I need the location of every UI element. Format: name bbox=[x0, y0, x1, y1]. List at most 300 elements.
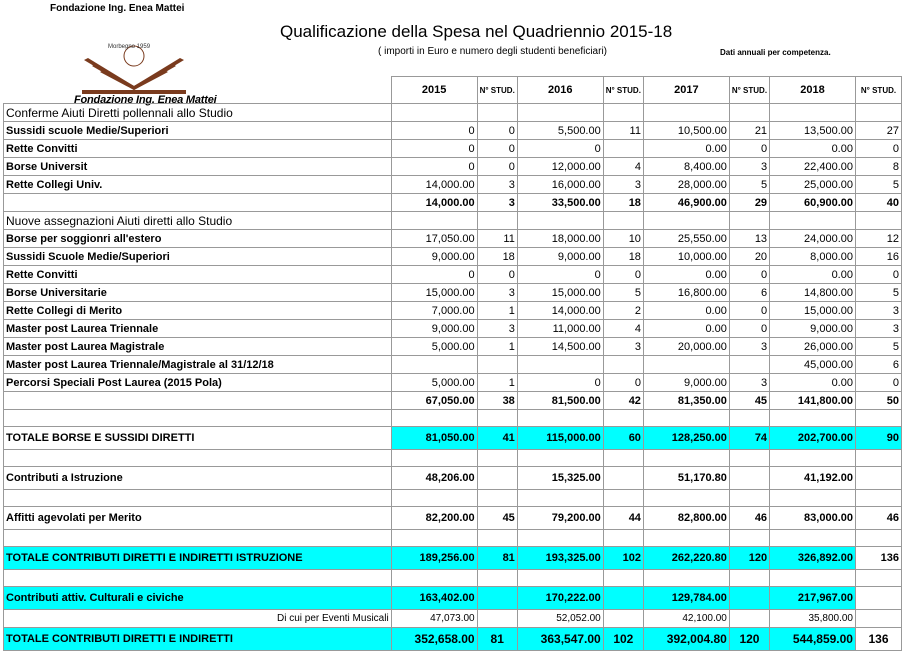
students-cell: 11 bbox=[603, 122, 643, 140]
students-cell: 45 bbox=[729, 392, 769, 410]
students-cell bbox=[855, 570, 901, 587]
students-cell: 74 bbox=[729, 427, 769, 450]
amount-cell: 14,000.00 bbox=[391, 194, 477, 212]
students-cell: 0 bbox=[603, 266, 643, 284]
amount-cell: 51,170.80 bbox=[643, 467, 729, 490]
students-cell: 21 bbox=[729, 122, 769, 140]
amount-cell: 163,402.00 bbox=[391, 587, 477, 610]
amount-cell: 363,547.00 bbox=[517, 628, 603, 651]
amount-cell: 52,052.00 bbox=[517, 610, 603, 628]
students-cell bbox=[603, 356, 643, 374]
students-cell bbox=[603, 467, 643, 490]
amount-cell: 0 bbox=[391, 158, 477, 176]
amount-cell bbox=[643, 490, 729, 507]
students-cell: 3 bbox=[603, 176, 643, 194]
students-cell bbox=[477, 467, 517, 490]
amount-cell: 7,000.00 bbox=[391, 302, 477, 320]
amount-cell: 0.00 bbox=[770, 374, 856, 392]
students-cell bbox=[729, 104, 769, 122]
col-2015: 2015 bbox=[391, 77, 477, 104]
students-cell: 102 bbox=[603, 547, 643, 570]
students-cell: 16 bbox=[855, 248, 901, 266]
amount-cell bbox=[517, 356, 603, 374]
table-row bbox=[4, 356, 902, 374]
students-cell bbox=[603, 410, 643, 427]
amount-cell: 0.00 bbox=[770, 266, 856, 284]
row-label: Borse per soggionri all'estero bbox=[4, 230, 392, 248]
students-cell bbox=[729, 356, 769, 374]
students-cell: 20 bbox=[729, 248, 769, 266]
table-row bbox=[4, 450, 902, 467]
table-row bbox=[4, 158, 902, 176]
students-cell: 5 bbox=[855, 176, 901, 194]
students-cell: 18 bbox=[477, 248, 517, 266]
amount-cell: 193,325.00 bbox=[517, 547, 603, 570]
students-cell bbox=[603, 587, 643, 610]
header-spacer bbox=[4, 77, 360, 104]
amount-cell bbox=[391, 450, 477, 467]
students-cell: 3 bbox=[477, 320, 517, 338]
students-cell: 0 bbox=[477, 140, 517, 158]
students-cell: 44 bbox=[603, 507, 643, 530]
row-label: Contributi a Istruzione bbox=[4, 467, 392, 490]
students-cell: 0 bbox=[729, 320, 769, 338]
table-row bbox=[4, 284, 902, 302]
students-cell bbox=[729, 530, 769, 547]
table-row bbox=[4, 392, 902, 410]
amount-cell: 5,500.00 bbox=[517, 122, 603, 140]
amount-cell: 9,000.00 bbox=[643, 374, 729, 392]
students-cell: 3 bbox=[477, 284, 517, 302]
amount-cell: 60,900.00 bbox=[770, 194, 856, 212]
students-cell bbox=[855, 490, 901, 507]
students-cell: 0 bbox=[855, 266, 901, 284]
students-cell: 12 bbox=[855, 230, 901, 248]
students-cell bbox=[477, 490, 517, 507]
students-cell: 1 bbox=[477, 302, 517, 320]
students-cell: 13 bbox=[729, 230, 769, 248]
org-name: Fondazione Ing. Enea Mattei bbox=[50, 3, 185, 14]
students-cell: 41 bbox=[477, 427, 517, 450]
row-label: Rette Collegi Univ. bbox=[4, 176, 392, 194]
amount-cell bbox=[391, 530, 477, 547]
students-cell bbox=[729, 450, 769, 467]
students-cell: 45 bbox=[477, 507, 517, 530]
students-cell bbox=[477, 530, 517, 547]
table-row bbox=[4, 427, 902, 450]
students-cell: 29 bbox=[729, 194, 769, 212]
row-label: Percorsi Speciali Post Laurea (2015 Pola) bbox=[4, 374, 392, 392]
amount-cell bbox=[643, 450, 729, 467]
students-cell bbox=[855, 450, 901, 467]
amount-cell: 9,000.00 bbox=[391, 320, 477, 338]
amount-cell: 41,192.00 bbox=[770, 467, 856, 490]
amount-cell bbox=[391, 356, 477, 374]
amount-cell: 33,500.00 bbox=[517, 194, 603, 212]
students-cell bbox=[729, 587, 769, 610]
table-row bbox=[4, 570, 902, 587]
amount-cell bbox=[391, 104, 477, 122]
students-cell: 3 bbox=[729, 158, 769, 176]
students-cell: 5 bbox=[603, 284, 643, 302]
students-cell bbox=[855, 467, 901, 490]
students-cell bbox=[477, 610, 517, 628]
students-cell: 90 bbox=[855, 427, 901, 450]
table-row bbox=[4, 230, 902, 248]
students-cell: 46 bbox=[729, 507, 769, 530]
row-label: Conferme Aiuti Diretti pollennali allo Studio bbox=[4, 104, 392, 122]
amount-cell: 141,800.00 bbox=[770, 392, 856, 410]
amount-cell: 47,073.00 bbox=[391, 610, 477, 628]
row-label bbox=[4, 450, 392, 467]
amount-cell bbox=[643, 212, 729, 230]
page-subtitle: ( importi in Euro e numero degli studenti beneficiari) bbox=[378, 46, 607, 57]
students-cell: 50 bbox=[855, 392, 901, 410]
amount-cell: 0.00 bbox=[643, 302, 729, 320]
amount-cell: 18,000.00 bbox=[517, 230, 603, 248]
table-row bbox=[4, 140, 902, 158]
students-cell bbox=[477, 587, 517, 610]
amount-cell: 0 bbox=[391, 140, 477, 158]
amount-cell: 15,000.00 bbox=[391, 284, 477, 302]
note: Dati annuali per competenza. bbox=[720, 48, 831, 57]
students-cell: 27 bbox=[855, 122, 901, 140]
amount-cell: 14,800.00 bbox=[770, 284, 856, 302]
students-cell bbox=[603, 212, 643, 230]
amount-cell: 189,256.00 bbox=[391, 547, 477, 570]
students-cell: 0 bbox=[603, 374, 643, 392]
amount-cell: 15,000.00 bbox=[770, 302, 856, 320]
students-cell: 0 bbox=[729, 302, 769, 320]
students-cell: 3 bbox=[477, 176, 517, 194]
students-cell bbox=[729, 610, 769, 628]
students-cell bbox=[477, 212, 517, 230]
students-cell: 3 bbox=[729, 338, 769, 356]
amount-cell bbox=[770, 570, 856, 587]
amount-cell: 83,000.00 bbox=[770, 507, 856, 530]
students-cell: 0 bbox=[477, 266, 517, 284]
students-cell: 3 bbox=[855, 302, 901, 320]
amount-cell bbox=[643, 410, 729, 427]
amount-cell: 392,004.80 bbox=[643, 628, 729, 651]
amount-cell bbox=[391, 212, 477, 230]
students-cell bbox=[603, 104, 643, 122]
students-cell: 3 bbox=[729, 374, 769, 392]
row-label: Master post Laurea Magistrale bbox=[4, 338, 392, 356]
amount-cell bbox=[770, 212, 856, 230]
amount-cell: 9,000.00 bbox=[770, 320, 856, 338]
students-cell bbox=[477, 104, 517, 122]
header-row bbox=[4, 77, 902, 104]
amount-cell: 20,000.00 bbox=[643, 338, 729, 356]
table-row bbox=[4, 320, 902, 338]
students-cell: 40 bbox=[855, 194, 901, 212]
table-row bbox=[4, 490, 902, 507]
amount-cell: 15,325.00 bbox=[517, 467, 603, 490]
amount-cell: 9,000.00 bbox=[517, 248, 603, 266]
amount-cell bbox=[391, 490, 477, 507]
row-label: Borse Universit bbox=[4, 158, 392, 176]
amount-cell: 24,000.00 bbox=[770, 230, 856, 248]
amount-cell: 10,500.00 bbox=[643, 122, 729, 140]
amount-cell: 25,550.00 bbox=[643, 230, 729, 248]
amount-cell: 81,350.00 bbox=[643, 392, 729, 410]
amount-cell: 82,800.00 bbox=[643, 507, 729, 530]
amount-cell: 14,000.00 bbox=[391, 176, 477, 194]
col-stud-2018: N° STUD. bbox=[855, 77, 901, 104]
amount-cell bbox=[391, 570, 477, 587]
students-cell bbox=[477, 450, 517, 467]
amount-cell: 14,500.00 bbox=[517, 338, 603, 356]
students-cell: 2 bbox=[603, 302, 643, 320]
students-cell: 136 bbox=[855, 547, 901, 570]
table-row bbox=[4, 194, 902, 212]
amount-cell: 544,859.00 bbox=[770, 628, 856, 651]
row-label bbox=[4, 570, 392, 587]
row-label: Master post Laurea Triennale bbox=[4, 320, 392, 338]
row-label bbox=[4, 410, 392, 427]
row-label: Contributi attiv. Culturali e civiche bbox=[4, 587, 392, 610]
amount-cell: 0.00 bbox=[643, 266, 729, 284]
amount-cell: 25,000.00 bbox=[770, 176, 856, 194]
amount-cell bbox=[770, 410, 856, 427]
amount-cell: 17,050.00 bbox=[391, 230, 477, 248]
table-row bbox=[4, 530, 902, 547]
amount-cell: 46,900.00 bbox=[643, 194, 729, 212]
table-row bbox=[4, 122, 902, 140]
students-cell: 5 bbox=[855, 338, 901, 356]
students-cell bbox=[477, 356, 517, 374]
students-cell bbox=[477, 570, 517, 587]
amount-cell: 0 bbox=[517, 374, 603, 392]
students-cell: 38 bbox=[477, 392, 517, 410]
row-label: Rette Collegi di Merito bbox=[4, 302, 392, 320]
students-cell bbox=[855, 104, 901, 122]
amount-cell bbox=[517, 410, 603, 427]
students-cell: 4 bbox=[603, 320, 643, 338]
amount-cell: 13,500.00 bbox=[770, 122, 856, 140]
row-label: Affitti agevolati per Merito bbox=[4, 507, 392, 530]
amount-cell: 82,200.00 bbox=[391, 507, 477, 530]
students-cell: 8 bbox=[855, 158, 901, 176]
amount-cell: 16,800.00 bbox=[643, 284, 729, 302]
students-cell: 0 bbox=[729, 266, 769, 284]
amount-cell bbox=[517, 570, 603, 587]
amount-cell: 0 bbox=[517, 266, 603, 284]
row-label: Master post Laurea Triennale/Magistrale al 31/12/18 bbox=[4, 356, 392, 374]
amount-cell: 5,000.00 bbox=[391, 338, 477, 356]
students-cell: 5 bbox=[855, 284, 901, 302]
amount-cell: 0 bbox=[391, 266, 477, 284]
students-cell bbox=[729, 467, 769, 490]
amount-cell: 10,000.00 bbox=[643, 248, 729, 266]
row-label: Sussidi Scuole Medie/Superiori bbox=[4, 248, 392, 266]
table-row bbox=[4, 610, 902, 628]
amount-cell bbox=[643, 356, 729, 374]
students-cell bbox=[603, 450, 643, 467]
table-row bbox=[4, 104, 902, 122]
logo-year: Morbegno 1959 bbox=[108, 44, 151, 50]
amount-cell: 128,250.00 bbox=[643, 427, 729, 450]
amount-cell: 0 bbox=[391, 122, 477, 140]
amount-cell: 45,000.00 bbox=[770, 356, 856, 374]
amount-cell: 42,100.00 bbox=[643, 610, 729, 628]
col-2017: 2017 bbox=[643, 77, 729, 104]
row-label: Borse Universitarie bbox=[4, 284, 392, 302]
students-cell: 1 bbox=[477, 338, 517, 356]
students-cell bbox=[603, 610, 643, 628]
amount-cell: 14,000.00 bbox=[517, 302, 603, 320]
students-cell: 136 bbox=[855, 628, 901, 651]
students-cell bbox=[855, 212, 901, 230]
amount-cell: 81,500.00 bbox=[517, 392, 603, 410]
students-cell: 3 bbox=[603, 338, 643, 356]
students-cell: 6 bbox=[855, 356, 901, 374]
students-cell bbox=[603, 140, 643, 158]
row-label: Rette Convitti bbox=[4, 140, 392, 158]
table-row bbox=[4, 248, 902, 266]
students-cell: 3 bbox=[477, 194, 517, 212]
row-label: TOTALE BORSE E SUSSIDI DIRETTI bbox=[4, 427, 392, 450]
amount-cell: 129,784.00 bbox=[643, 587, 729, 610]
amount-cell bbox=[643, 570, 729, 587]
students-cell: 18 bbox=[603, 248, 643, 266]
students-cell: 0 bbox=[477, 158, 517, 176]
amount-cell bbox=[643, 104, 729, 122]
students-cell bbox=[603, 570, 643, 587]
table-row bbox=[4, 338, 902, 356]
amount-cell bbox=[770, 490, 856, 507]
amount-cell: 35,800.00 bbox=[770, 610, 856, 628]
students-cell: 0 bbox=[477, 122, 517, 140]
table-row bbox=[4, 507, 902, 530]
students-cell: 81 bbox=[477, 547, 517, 570]
col-stud-2017: N° STUD. bbox=[729, 77, 769, 104]
row-label bbox=[4, 194, 392, 212]
row-label: Sussidi scuole Medie/Superiori bbox=[4, 122, 392, 140]
students-cell: 60 bbox=[603, 427, 643, 450]
amount-cell: 115,000.00 bbox=[517, 427, 603, 450]
amount-cell: 15,000.00 bbox=[517, 284, 603, 302]
students-cell: 46 bbox=[855, 507, 901, 530]
amount-cell: 0.00 bbox=[643, 140, 729, 158]
students-cell bbox=[855, 410, 901, 427]
amount-cell: 48,206.00 bbox=[391, 467, 477, 490]
amount-cell bbox=[517, 212, 603, 230]
amount-cell: 326,892.00 bbox=[770, 547, 856, 570]
col-2018: 2018 bbox=[770, 77, 856, 104]
students-cell: 81 bbox=[477, 628, 517, 651]
students-cell: 1 bbox=[477, 374, 517, 392]
amount-cell bbox=[391, 410, 477, 427]
students-cell: 18 bbox=[603, 194, 643, 212]
amount-cell: 12,000.00 bbox=[517, 158, 603, 176]
amount-cell: 170,222.00 bbox=[517, 587, 603, 610]
page-title: Qualificazione della Spesa nel Quadriennio 2015-18 bbox=[280, 22, 673, 41]
table-row bbox=[4, 266, 902, 284]
row-label bbox=[4, 530, 392, 547]
students-cell bbox=[477, 410, 517, 427]
students-cell: 0 bbox=[855, 140, 901, 158]
amount-cell: 8,000.00 bbox=[770, 248, 856, 266]
expense-table bbox=[3, 76, 902, 651]
table-row bbox=[4, 467, 902, 490]
row-label: TOTALE CONTRIBUTI DIRETTI E INDIRETTI ISTRUZIONE bbox=[4, 547, 392, 570]
students-cell: 10 bbox=[603, 230, 643, 248]
table-row bbox=[4, 212, 902, 230]
row-label: Nuove assegnazioni Aiuti diretti allo Studio bbox=[4, 212, 392, 230]
students-cell bbox=[729, 410, 769, 427]
students-cell bbox=[855, 610, 901, 628]
amount-cell: 8,400.00 bbox=[643, 158, 729, 176]
students-cell bbox=[729, 570, 769, 587]
amount-cell: 217,967.00 bbox=[770, 587, 856, 610]
amount-cell: 81,050.00 bbox=[391, 427, 477, 450]
students-cell: 3 bbox=[855, 320, 901, 338]
students-cell: 11 bbox=[477, 230, 517, 248]
students-cell: 0 bbox=[729, 140, 769, 158]
amount-cell: 28,000.00 bbox=[643, 176, 729, 194]
students-cell: 120 bbox=[729, 547, 769, 570]
table-row bbox=[4, 547, 902, 570]
row-label: Di cui per Eventi Musicali bbox=[4, 610, 392, 628]
amount-cell: 22,400.00 bbox=[770, 158, 856, 176]
amount-cell bbox=[517, 490, 603, 507]
amount-cell bbox=[517, 530, 603, 547]
students-cell bbox=[855, 530, 901, 547]
students-cell: 42 bbox=[603, 392, 643, 410]
table-row bbox=[4, 176, 902, 194]
students-cell: 6 bbox=[729, 284, 769, 302]
amount-cell bbox=[517, 450, 603, 467]
students-cell bbox=[855, 587, 901, 610]
amount-cell: 9,000.00 bbox=[391, 248, 477, 266]
logo-text: Fondazione Ing. Enea Mattei bbox=[74, 94, 217, 106]
amount-cell: 11,000.00 bbox=[517, 320, 603, 338]
table-row bbox=[4, 628, 902, 651]
amount-cell: 0 bbox=[517, 140, 603, 158]
students-cell bbox=[729, 490, 769, 507]
amount-cell bbox=[770, 530, 856, 547]
students-cell: 5 bbox=[729, 176, 769, 194]
header-spacer bbox=[359, 77, 391, 104]
amount-cell: 352,658.00 bbox=[391, 628, 477, 651]
row-label: TOTALE CONTRIBUTI DIRETTI E INDIRETTI bbox=[4, 628, 392, 651]
amount-cell: 26,000.00 bbox=[770, 338, 856, 356]
col-stud-2016: N° STUD. bbox=[603, 77, 643, 104]
row-label bbox=[4, 392, 392, 410]
amount-cell bbox=[517, 104, 603, 122]
students-cell bbox=[603, 530, 643, 547]
row-label bbox=[4, 490, 392, 507]
amount-cell bbox=[770, 450, 856, 467]
students-cell: 0 bbox=[855, 374, 901, 392]
amount-cell: 16,000.00 bbox=[517, 176, 603, 194]
amount-cell bbox=[643, 530, 729, 547]
col-2016: 2016 bbox=[517, 77, 603, 104]
students-cell bbox=[603, 490, 643, 507]
amount-cell: 67,050.00 bbox=[391, 392, 477, 410]
amount-cell bbox=[770, 104, 856, 122]
amount-cell: 5,000.00 bbox=[391, 374, 477, 392]
row-label: Rette Convitti bbox=[4, 266, 392, 284]
col-stud-2015: N° STUD. bbox=[477, 77, 517, 104]
amount-cell: 0.00 bbox=[770, 140, 856, 158]
students-cell bbox=[729, 212, 769, 230]
table-row bbox=[4, 302, 902, 320]
students-cell: 102 bbox=[603, 628, 643, 651]
students-cell: 120 bbox=[729, 628, 769, 651]
